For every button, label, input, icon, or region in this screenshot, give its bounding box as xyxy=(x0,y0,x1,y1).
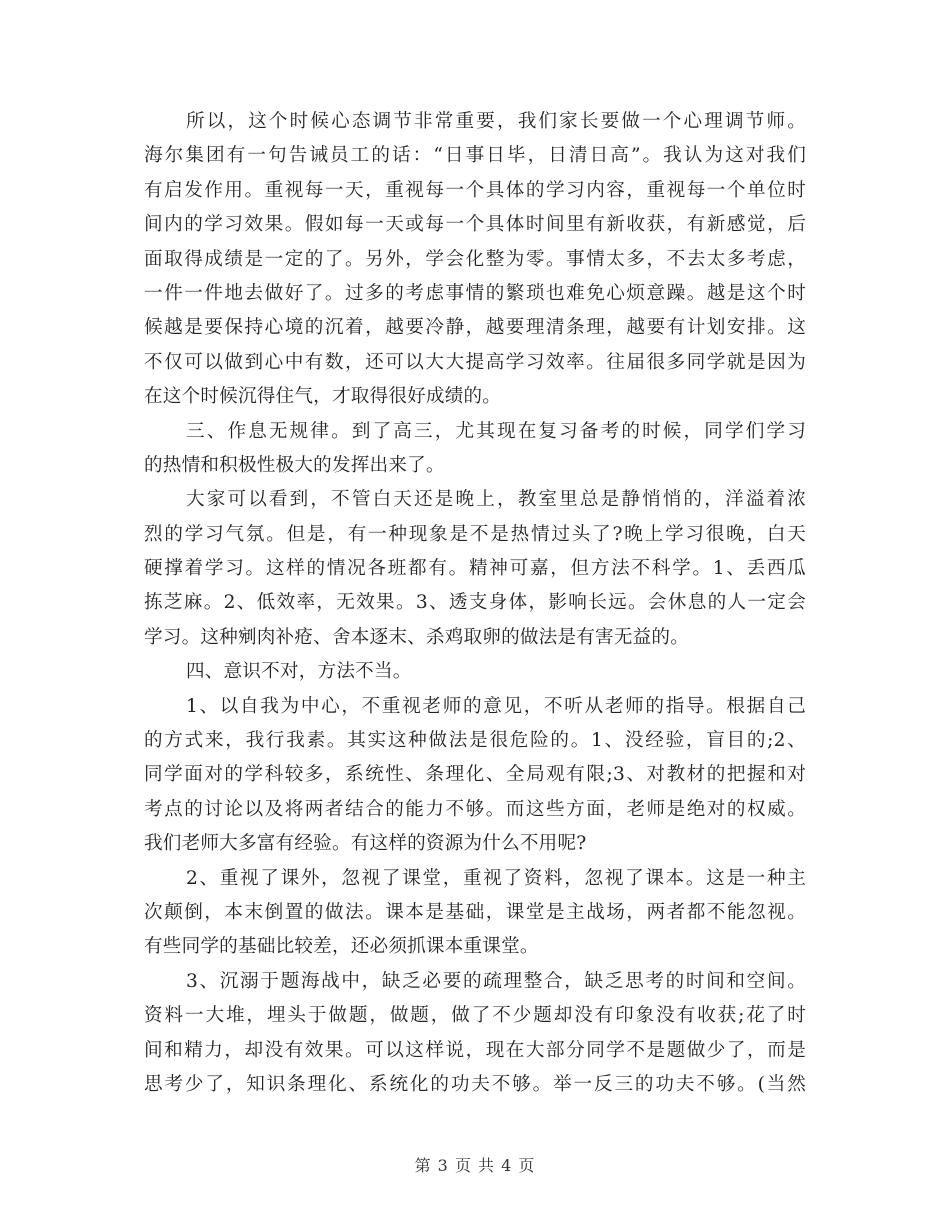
text-line: 1、以自我为中心，不重视老师的意见，不听从老师的指导。根据自己 xyxy=(186,695,806,717)
text-line: 有启发作用。重视每一天，重视每一个具体的学习内容，重视每一个单位时 xyxy=(144,179,806,201)
text-line: 四、意识不对，方法不当。 xyxy=(186,661,412,683)
text-line: 三、作息无规律。到了高三，尤其现在复习备考的时候，同学们学习 xyxy=(186,420,806,442)
text-line: 我们老师大多富有经验。有这样的资源为什么不用呢? xyxy=(144,833,587,855)
text-line: 有些同学的基础比较差，还必须抓课本重课堂。 xyxy=(144,936,539,958)
text-line: 面取得成绩是一定的了。另外，学会化整为零。事情太多，不去太多考虑， xyxy=(144,248,806,270)
text-line: 不仅可以做到心中有数，还可以大大提高学习效率。往届很多同学就是因为 xyxy=(144,351,806,373)
text-line: 拣芝麻。2、低效率，无效果。3、透支身体，影响长远。会休息的人一定会 xyxy=(144,592,806,614)
text-line: 间内的学习效果。假如每一天或每一个具体时间里有新收获，有新感觉，后 xyxy=(144,214,806,236)
text-line: 所以，这个时候心态调节非常重要，我们家长要做一个心理调节师。 xyxy=(186,111,806,132)
text-line: 3、沉溺于题海战中，缺乏必要的疏理整合，缺乏思考的时间和空间。 xyxy=(186,970,806,992)
text-line: 同学面对的学科较多，系统性、条理化、全局观有限;3、对教材的把握和对 xyxy=(144,764,806,786)
text-line: 海尔集团有一句告诫员工的话：“日事日毕，日清日高”。我认为这对我们 xyxy=(144,145,806,167)
text-line: 硬撑着学习。这样的情况各班都有。精神可嘉，但方法不科学。1、丢西瓜 xyxy=(144,558,806,580)
page-footer: 第 3 页 共 4 页 xyxy=(414,1156,536,1175)
text-line: 候越是要保持心境的沉着，越要冷静，越要理清条理，越要有计划安排。这 xyxy=(144,317,806,339)
text-line: 2、重视了课外，忽视了课堂，重视了资料，忽视了课本。这是一种主 xyxy=(186,867,806,889)
text-line: 的热情和积极性极大的发挥出来了。 xyxy=(144,454,445,476)
text-line: 考点的讨论以及将两者结合的能力不够。而这些方面，老师是绝对的权威。 xyxy=(144,798,806,820)
text-line: 大家可以看到，不管白天还是晚上，教室里总是静悄悄的，洋溢着浓 xyxy=(186,489,806,511)
text-line: 学习。这种剜肉补疮、舍本逐末、杀鸡取卵的做法是有害无益的。 xyxy=(144,626,690,648)
text-line: 思考少了，知识条理化、系统化的功夫不够。举一反三的功夫不够。(当然 xyxy=(144,1073,806,1095)
text-line: 一件一件地去做好了。过多的考虑事情的繁琐也难免心烦意躁。越是这个时 xyxy=(144,282,806,304)
text-line: 资料一大堆，埋头于做题，做题，做了不少题却没有印象没有收获;花了时 xyxy=(144,1005,806,1027)
text-line: 间和精力，却没有效果。可以这样说，现在大部分同学不是题做少了，而是 xyxy=(144,1039,806,1061)
text-line: 在这个时候沉得住气，才取得很好成绩的。 xyxy=(144,386,502,408)
document-body xyxy=(144,105,806,1102)
text-line: 次颠倒，本末倒置的做法。课本是基础，课堂是主战场，两者都不能忽视。 xyxy=(144,901,806,923)
text-line: 烈的学习气氛。但是，有一种现象是不是热情过头了?晚上学习很晚，白天 xyxy=(144,523,806,545)
text-line: 的方式来，我行我素。其实这种做法是很危险的。1、没经验，盲目的;2、 xyxy=(144,730,806,752)
